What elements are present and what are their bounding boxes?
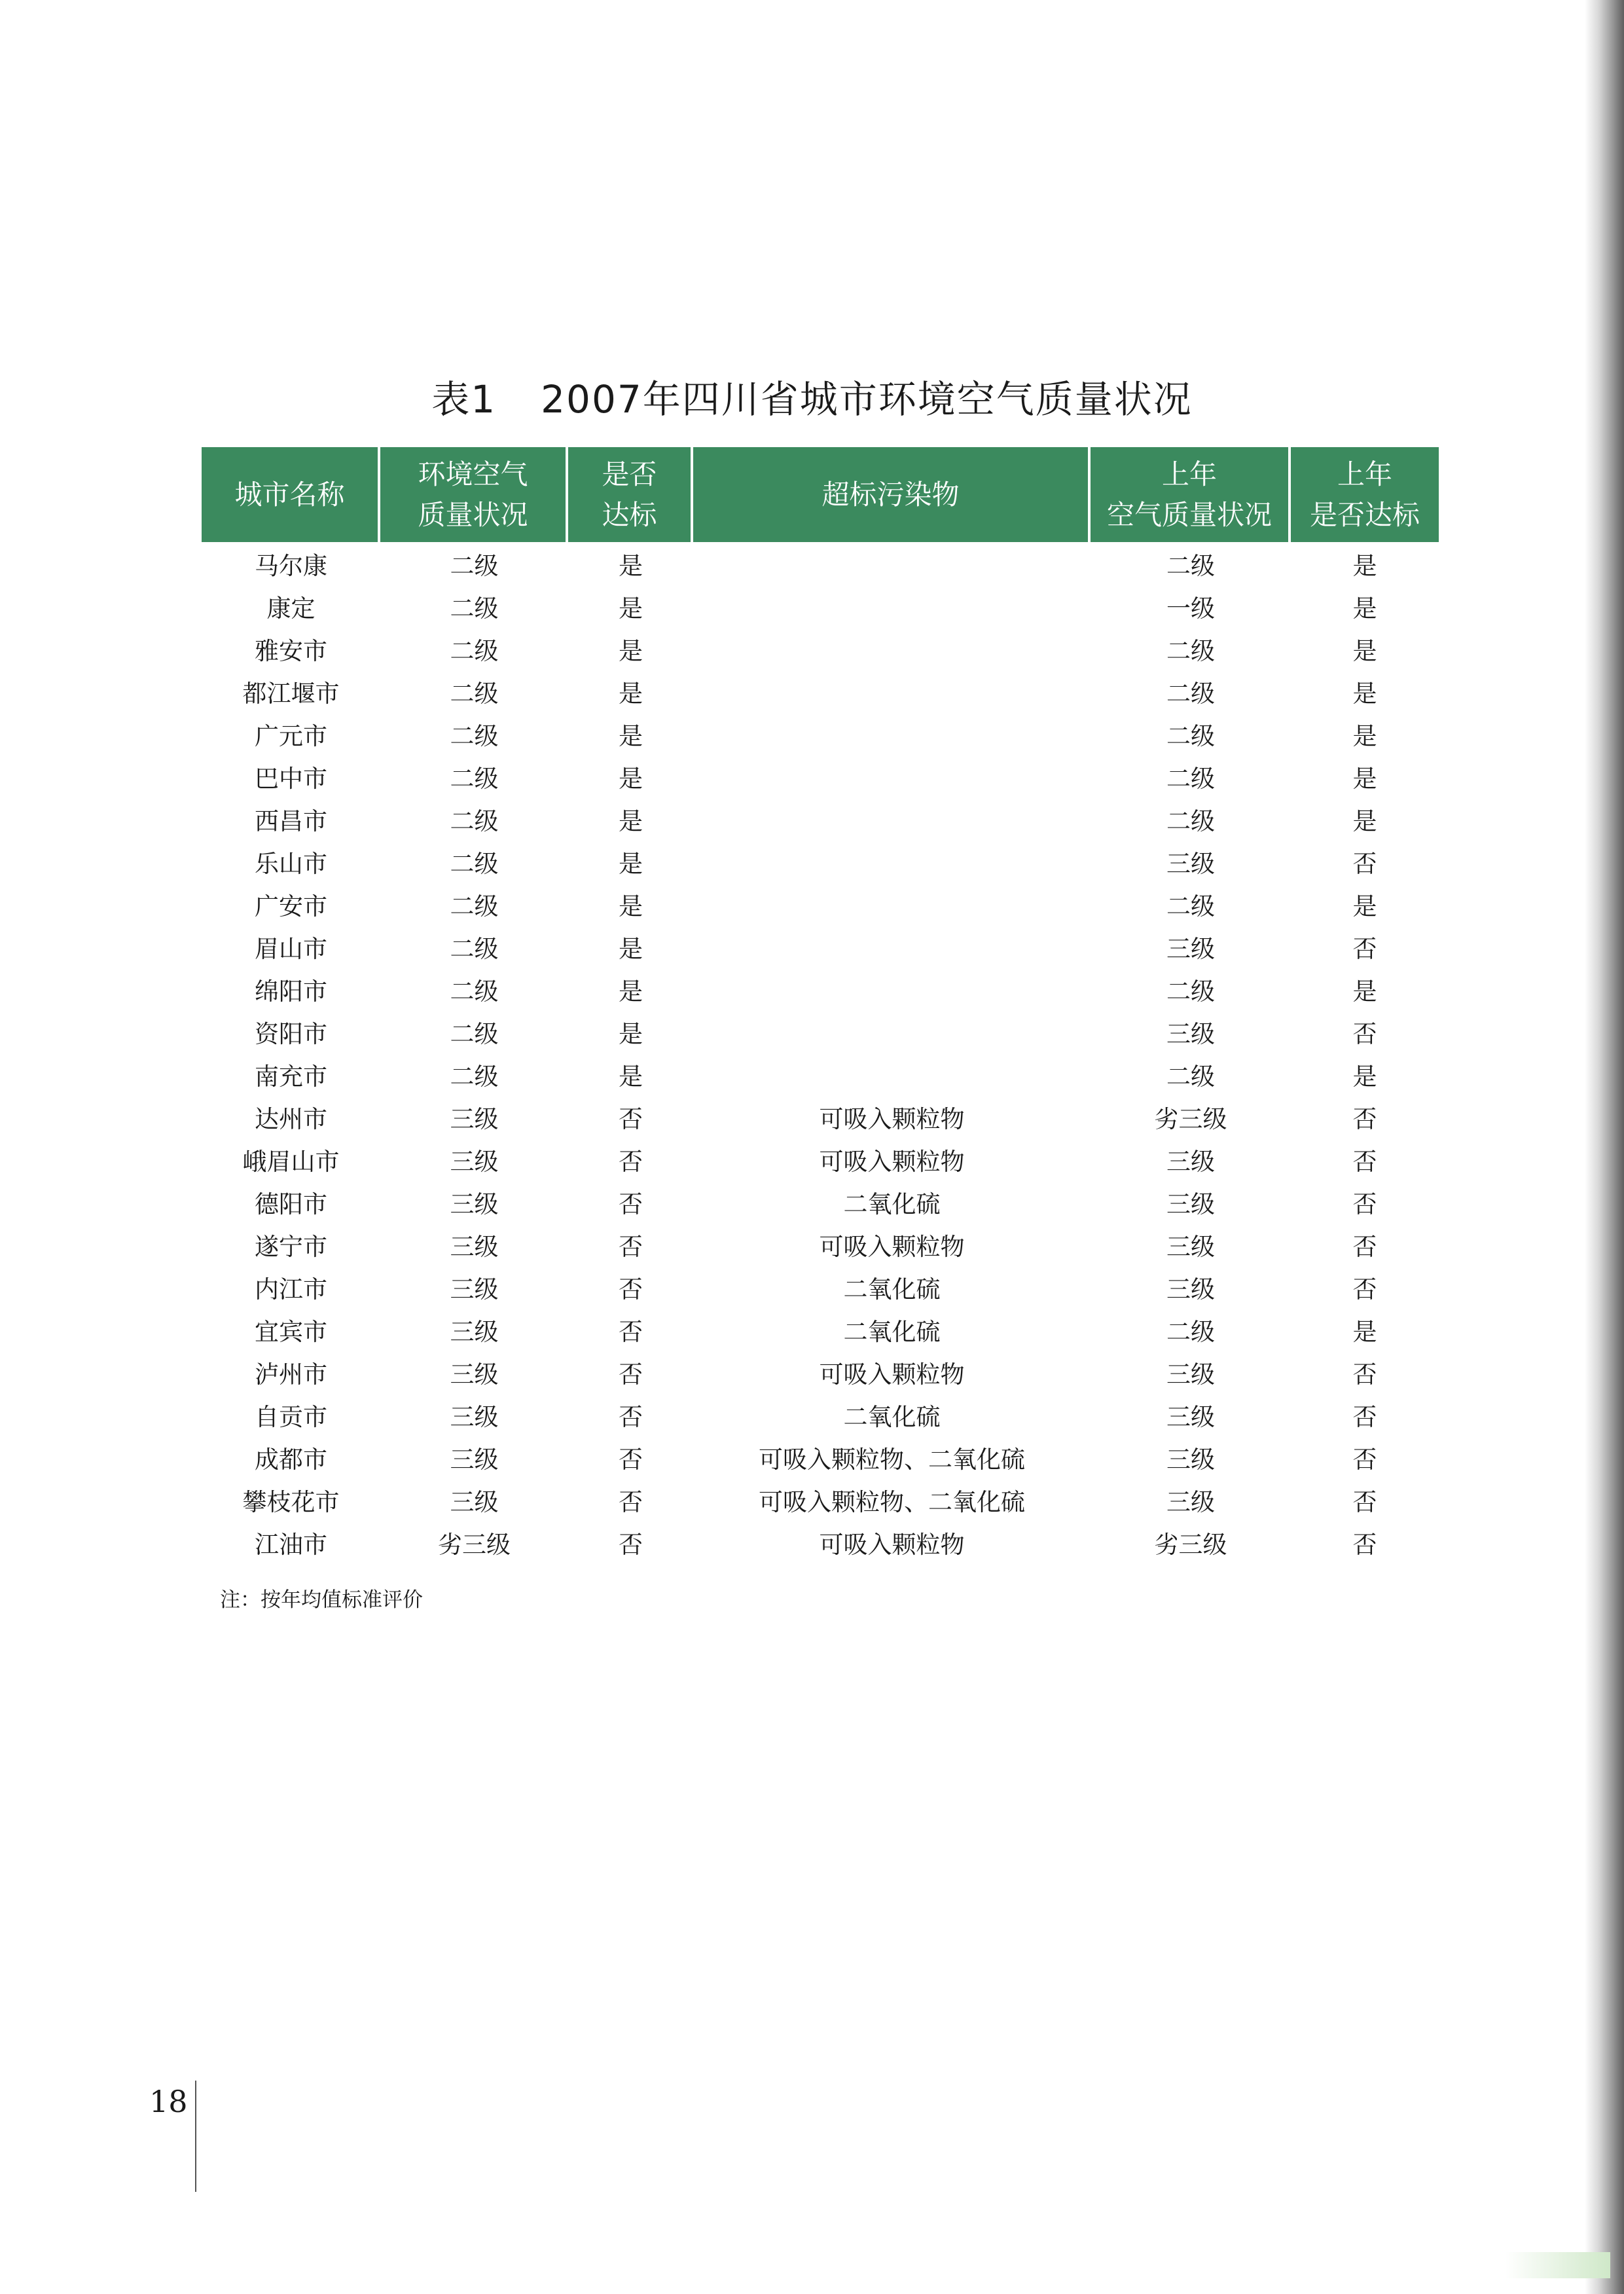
cell-prev-quality: 二级 xyxy=(1166,679,1215,708)
cell-prev-quality: 三级 xyxy=(1166,1232,1215,1261)
cell-quality: 二级 xyxy=(450,849,499,878)
header-attain: 是否 达标 xyxy=(568,447,693,542)
table-note: 注：按年均值标准评价 xyxy=(220,1588,423,1612)
cell-pollutant xyxy=(693,755,1091,797)
cell-pollutant: 二氧化硫 xyxy=(843,1275,941,1303)
table-row xyxy=(202,968,1439,1010)
cell-pollutant: 可吸入颗粒物 xyxy=(819,1104,965,1133)
cell-prev-quality: 三级 xyxy=(1166,1147,1215,1176)
cell-pollutant: 二氧化硫 xyxy=(843,1402,941,1431)
cell-prev-attain: 否 xyxy=(1352,1445,1377,1474)
cell-prev-attain: 否 xyxy=(1352,1147,1377,1176)
cell-attain: 否 xyxy=(619,1445,643,1474)
cell-quality: 三级 xyxy=(450,1317,499,1346)
cell-prev-quality: 三级 xyxy=(1166,1190,1215,1218)
table-row xyxy=(202,670,1439,712)
cell-prev-quality: 三级 xyxy=(1166,1275,1215,1303)
cell-quality: 二级 xyxy=(450,934,499,963)
cell-attain: 否 xyxy=(619,1232,643,1261)
cell-pollutant xyxy=(693,797,1091,840)
cell-prev-quality: 二级 xyxy=(1166,551,1215,580)
cell-quality: 三级 xyxy=(450,1104,499,1133)
cell-pollutant: 可吸入颗粒物 xyxy=(819,1530,965,1559)
cell-pollutant xyxy=(693,968,1091,1010)
cell-quality: 二级 xyxy=(450,892,499,920)
cell-pollutant xyxy=(693,712,1091,755)
table-row xyxy=(202,1393,1439,1436)
cell-city: 康定 xyxy=(266,594,316,623)
table-row xyxy=(202,1478,1439,1521)
table-header xyxy=(202,447,1439,542)
table-body xyxy=(202,542,1439,1563)
cell-city: 成都市 xyxy=(255,1445,327,1474)
cell-prev-attain: 是 xyxy=(1352,679,1377,708)
cell-city: 攀枝花市 xyxy=(242,1487,340,1516)
cell-city: 内江市 xyxy=(255,1275,327,1303)
table-row xyxy=(202,1095,1439,1138)
cell-attain: 否 xyxy=(619,1317,643,1346)
cell-pollutant xyxy=(693,670,1091,712)
cell-prev-attain: 否 xyxy=(1352,1019,1377,1048)
cell-city: 西昌市 xyxy=(255,807,327,835)
cell-pollutant xyxy=(693,883,1091,925)
table-row xyxy=(202,1351,1439,1393)
table-row xyxy=(202,1436,1439,1478)
cell-prev-attain: 是 xyxy=(1352,1062,1377,1091)
page-number: 18 xyxy=(149,2084,188,2119)
cell-city: 眉山市 xyxy=(255,934,327,963)
table-row xyxy=(202,1265,1439,1308)
table-row xyxy=(202,712,1439,755)
cell-prev-attain: 是 xyxy=(1352,807,1377,835)
cell-pollutant xyxy=(693,1053,1091,1095)
cell-attain: 是 xyxy=(619,849,643,878)
cell-quality: 三级 xyxy=(450,1147,499,1176)
cell-quality: 三级 xyxy=(450,1402,499,1431)
cell-quality: 二级 xyxy=(450,977,499,1006)
table-row xyxy=(202,1308,1439,1351)
cell-city: 资阳市 xyxy=(255,1019,327,1048)
cell-attain: 是 xyxy=(619,551,643,580)
cell-attain: 是 xyxy=(619,636,643,665)
cell-prev-attain: 是 xyxy=(1352,764,1377,793)
cell-quality: 三级 xyxy=(450,1190,499,1218)
cell-prev-quality: 二级 xyxy=(1166,1062,1215,1091)
cell-quality: 三级 xyxy=(450,1232,499,1261)
cell-prev-attain: 是 xyxy=(1352,977,1377,1006)
header-pollutant: 超标污染物 xyxy=(693,447,1091,542)
table-row xyxy=(202,797,1439,840)
cell-prev-attain: 否 xyxy=(1352,1530,1377,1559)
cell-attain: 是 xyxy=(619,892,643,920)
cell-city: 泸州市 xyxy=(255,1360,327,1389)
cell-prev-attain: 否 xyxy=(1352,1487,1377,1516)
cell-prev-attain: 否 xyxy=(1352,934,1377,963)
cell-pollutant: 二氧化硫 xyxy=(843,1317,941,1346)
cell-quality: 三级 xyxy=(450,1445,499,1474)
cell-prev-quality: 三级 xyxy=(1166,1487,1215,1516)
cell-city: 达州市 xyxy=(255,1104,327,1133)
header-city: 城市名称 xyxy=(202,447,380,542)
cell-attain: 是 xyxy=(619,1019,643,1048)
cell-prev-quality: 三级 xyxy=(1166,1019,1215,1048)
table-row xyxy=(202,1180,1439,1223)
cell-prev-quality: 劣三级 xyxy=(1154,1530,1227,1559)
cell-pollutant: 可吸入颗粒物 xyxy=(819,1360,965,1389)
cell-city: 乐山市 xyxy=(255,849,327,878)
cell-prev-attain: 否 xyxy=(1352,1232,1377,1261)
cell-attain: 否 xyxy=(619,1487,643,1516)
cell-pollutant: 可吸入颗粒物 xyxy=(819,1147,965,1176)
cell-quality: 二级 xyxy=(450,636,499,665)
cell-city: 广元市 xyxy=(255,721,327,750)
table-row xyxy=(202,1223,1439,1265)
cell-prev-attain: 否 xyxy=(1352,1104,1377,1133)
cell-city: 峨眉山市 xyxy=(242,1147,340,1176)
cell-quality: 三级 xyxy=(450,1487,499,1516)
table-row xyxy=(202,627,1439,670)
folio-rule xyxy=(195,2081,196,2192)
cell-attain: 是 xyxy=(619,977,643,1006)
cell-city: 宜宾市 xyxy=(255,1317,327,1346)
table-row xyxy=(202,1010,1439,1053)
header-prev-quality: 上年 空气质量状况 xyxy=(1091,447,1291,542)
cell-city: 绵阳市 xyxy=(255,977,327,1006)
cell-prev-quality: 劣三级 xyxy=(1154,1104,1227,1133)
cell-prev-quality: 二级 xyxy=(1166,721,1215,750)
cell-quality: 二级 xyxy=(450,551,499,580)
cell-attain: 是 xyxy=(619,721,643,750)
cell-city: 巴中市 xyxy=(255,764,327,793)
cell-pollutant xyxy=(693,925,1091,968)
cell-prev-attain: 是 xyxy=(1352,636,1377,665)
cell-pollutant xyxy=(693,627,1091,670)
cell-city: 广安市 xyxy=(255,892,327,920)
cell-prev-attain: 是 xyxy=(1352,551,1377,580)
cell-prev-quality: 三级 xyxy=(1166,849,1215,878)
table-title-text: 2007年四川省城市环境空气质量状况 xyxy=(541,377,1193,422)
table-number: 表1 xyxy=(431,377,497,422)
cell-attain: 否 xyxy=(619,1275,643,1303)
cell-pollutant: 可吸入颗粒物 xyxy=(819,1232,965,1261)
cell-attain: 否 xyxy=(619,1360,643,1389)
cell-prev-quality: 二级 xyxy=(1166,977,1215,1006)
cell-attain: 是 xyxy=(619,764,643,793)
cell-prev-quality: 二级 xyxy=(1166,892,1215,920)
table-row xyxy=(202,585,1439,627)
header-quality: 环境空气 质量状况 xyxy=(380,447,568,542)
table-row xyxy=(202,925,1439,968)
cell-prev-quality: 三级 xyxy=(1166,934,1215,963)
cell-quality: 二级 xyxy=(450,1062,499,1091)
cell-quality: 三级 xyxy=(450,1275,499,1303)
cell-pollutant xyxy=(693,1010,1091,1053)
cell-prev-attain: 是 xyxy=(1352,1317,1377,1346)
cell-quality: 三级 xyxy=(450,1360,499,1389)
header-prev-attain: 上年 是否达标 xyxy=(1309,458,1420,531)
cell-quality: 二级 xyxy=(450,1019,499,1048)
cell-city: 遂宁市 xyxy=(255,1232,327,1261)
cell-city: 江油市 xyxy=(255,1530,327,1559)
cell-prev-quality: 二级 xyxy=(1166,636,1215,665)
table-row xyxy=(202,542,1439,585)
cell-pollutant: 可吸入颗粒物、二氧化硫 xyxy=(759,1487,1025,1516)
cell-city: 雅安市 xyxy=(255,636,327,665)
cell-city: 自贡市 xyxy=(255,1402,327,1431)
cell-prev-quality: 三级 xyxy=(1166,1402,1215,1431)
cell-prev-attain: 否 xyxy=(1352,1402,1377,1431)
cell-attain: 否 xyxy=(619,1147,643,1176)
cell-city: 马尔康 xyxy=(255,551,327,580)
cell-attain: 是 xyxy=(619,807,643,835)
cell-attain: 是 xyxy=(619,1062,643,1091)
table-title xyxy=(0,374,1624,424)
cell-quality: 二级 xyxy=(450,807,499,835)
cell-quality: 二级 xyxy=(450,679,499,708)
cell-city: 德阳市 xyxy=(255,1190,327,1218)
cell-prev-quality: 二级 xyxy=(1166,1317,1215,1346)
cell-pollutant: 二氧化硫 xyxy=(843,1190,941,1218)
cell-quality: 二级 xyxy=(450,721,499,750)
cell-quality: 劣三级 xyxy=(438,1530,511,1559)
cell-prev-attain: 否 xyxy=(1352,1275,1377,1303)
table-row xyxy=(202,1521,1439,1563)
cell-city: 都江堰市 xyxy=(242,679,340,708)
table-row xyxy=(202,755,1439,797)
cell-pollutant xyxy=(693,585,1091,627)
cell-pollutant: 可吸入颗粒物、二氧化硫 xyxy=(759,1445,1025,1474)
cell-attain: 是 xyxy=(619,934,643,963)
cell-attain: 否 xyxy=(619,1402,643,1431)
cell-prev-quality: 二级 xyxy=(1166,807,1215,835)
table-row xyxy=(202,840,1439,883)
cell-prev-attain: 否 xyxy=(1352,1360,1377,1389)
cell-attain: 是 xyxy=(619,594,643,623)
cell-prev-quality: 三级 xyxy=(1166,1445,1215,1474)
page-edge-tint xyxy=(1506,2252,1610,2278)
table-row xyxy=(202,1138,1439,1180)
table-row xyxy=(202,1053,1439,1095)
cell-prev-quality: 一级 xyxy=(1166,594,1215,623)
cell-prev-quality: 三级 xyxy=(1166,1360,1215,1389)
cell-prev-quality: 二级 xyxy=(1166,764,1215,793)
table-row xyxy=(202,883,1439,925)
cell-prev-attain: 是 xyxy=(1352,594,1377,623)
page-edge-shadow xyxy=(1585,0,1624,2294)
cell-pollutant xyxy=(693,840,1091,883)
cell-prev-attain: 是 xyxy=(1352,721,1377,750)
cell-prev-attain: 否 xyxy=(1352,1190,1377,1218)
cell-attain: 否 xyxy=(619,1530,643,1559)
cell-quality: 二级 xyxy=(450,594,499,623)
cell-prev-attain: 是 xyxy=(1352,892,1377,920)
cell-quality: 二级 xyxy=(450,764,499,793)
cell-prev-attain: 否 xyxy=(1352,849,1377,878)
cell-attain: 否 xyxy=(619,1104,643,1133)
cell-city: 南充市 xyxy=(255,1062,327,1091)
cell-attain: 否 xyxy=(619,1190,643,1218)
cell-attain: 是 xyxy=(619,679,643,708)
cell-pollutant xyxy=(693,542,1091,585)
